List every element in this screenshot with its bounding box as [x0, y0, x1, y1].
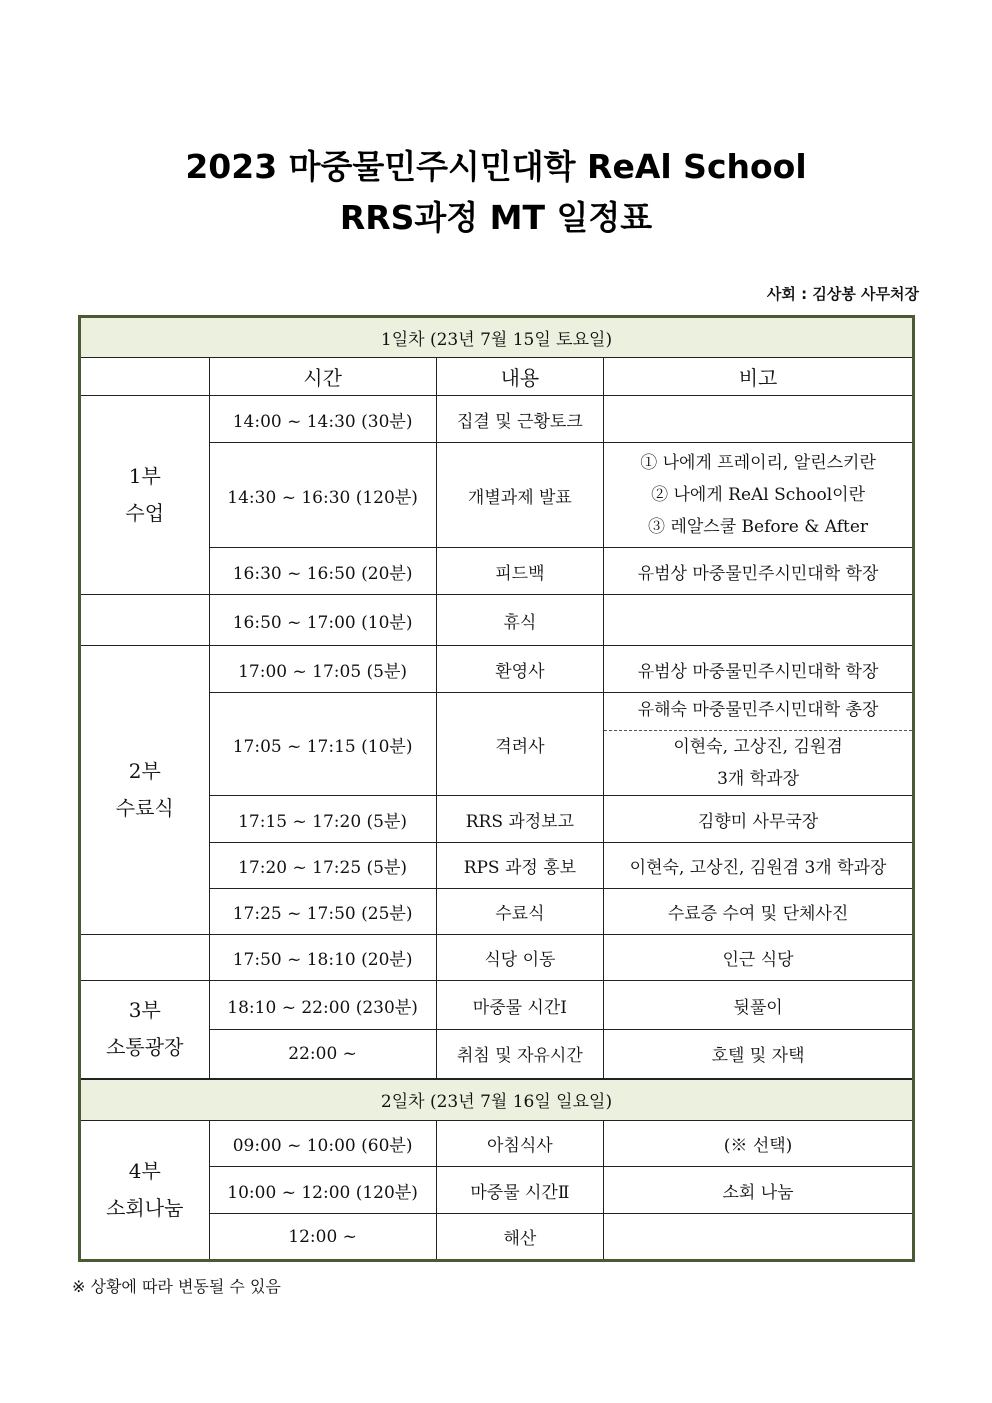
note-line: 이현숙, 고상진, 김원겸 — [673, 736, 843, 757]
row-content: 마중물 시간Ⅱ — [436, 1167, 603, 1214]
row-content: 마중물 시간Ⅰ — [436, 981, 603, 1030]
row-time: 16:50 ~ 17:00 (10분) — [209, 595, 436, 646]
header-content: 내용 — [436, 358, 603, 396]
part3-line2: 소통광장 — [106, 1035, 184, 1060]
row-content: 아침식사 — [436, 1121, 603, 1167]
row-content: 환영사 — [436, 646, 603, 693]
part3-label — [80, 981, 210, 1079]
header-note: 비고 — [604, 358, 914, 396]
day2-header-row — [80, 1079, 914, 1121]
row-note — [604, 693, 914, 796]
table-row — [80, 935, 914, 981]
row-note: 유범상 마중물민주시민대학 학장 — [604, 646, 914, 693]
row-time: 17:15 ~ 17:20 (5분) — [209, 796, 436, 843]
document-title-line2: RRS과정 MT 일정표 — [339, 198, 653, 237]
emcee-label: 사회 : 김상봉 사무처장 — [766, 285, 919, 303]
part1-line1: 1부 — [128, 464, 161, 488]
part3-line1: 3부 — [128, 998, 161, 1023]
row-note: 이현숙, 고상진, 김원겸 3개 학과장 — [604, 843, 914, 889]
row-time: 14:30 ~ 16:30 (120분) — [209, 443, 436, 548]
footnote: ※ 상황에 따라 변동될 수 있음 — [72, 1277, 281, 1296]
row-note — [604, 1214, 914, 1261]
header-time: 시간 — [209, 358, 436, 396]
row-note — [604, 595, 914, 646]
note-line: ② 나에게 ReAl School이란 — [651, 485, 865, 505]
part4-line1: 4부 — [128, 1159, 161, 1183]
row-time: 14:00 ~ 14:30 (30분) — [209, 396, 436, 443]
part1-label — [80, 396, 210, 595]
note-line: ① 나에게 프레이리, 알린스키란 — [640, 453, 876, 473]
table-row — [80, 595, 914, 646]
row-content: 휴식 — [436, 595, 603, 646]
row-content: RPS 과정 홍보 — [436, 843, 603, 889]
row-time: 17:20 ~ 17:25 (5분) — [209, 843, 436, 889]
table-row — [80, 981, 914, 1030]
row-note — [604, 443, 914, 548]
day1-header: 1일차 (23년 7월 15일 토요일) — [80, 317, 914, 358]
row-content: 개별과제 발표 — [436, 443, 603, 548]
document-title-line1: 2023 마중물민주시민대학 ReAl School — [185, 147, 807, 186]
table-row — [80, 646, 914, 693]
row-note: 김향미 사무국장 — [604, 796, 914, 843]
row-note: 인근 식당 — [604, 935, 914, 981]
part4-line2: 소회나눔 — [106, 1196, 184, 1220]
row-time: 17:05 ~ 17:15 (10분) — [209, 693, 436, 796]
part-empty — [80, 935, 210, 981]
row-content: RRS 과정보고 — [436, 796, 603, 843]
row-content: 식당 이동 — [436, 935, 603, 981]
row-content: 취침 및 자유시간 — [436, 1030, 603, 1079]
row-time: 17:25 ~ 17:50 (25분) — [209, 889, 436, 935]
row-time: 22:00 ~ — [209, 1030, 436, 1079]
note-line: 유해숙 마중물민주시민대학 총장 — [604, 694, 912, 731]
row-content: 격려사 — [436, 693, 603, 796]
part2-label — [80, 646, 210, 935]
row-time: 10:00 ~ 12:00 (120분) — [209, 1167, 436, 1214]
row-note: 뒷풀이 — [604, 981, 914, 1030]
column-header-row — [80, 358, 914, 396]
row-content: 해산 — [436, 1214, 603, 1261]
row-time: 18:10 ~ 22:00 (230분) — [209, 981, 436, 1030]
row-time: 16:30 ~ 16:50 (20분) — [209, 548, 436, 595]
note-line: ③ 레알스쿨 Before & After — [648, 517, 869, 537]
row-note: 유범상 마중물민주시민대학 학장 — [604, 548, 914, 595]
row-time: 09:00 ~ 10:00 (60분) — [209, 1121, 436, 1167]
row-note: (※ 선택) — [604, 1121, 914, 1167]
row-time: 17:00 ~ 17:05 (5분) — [209, 646, 436, 693]
schedule-table — [78, 315, 915, 1262]
table-row — [80, 1121, 914, 1167]
row-content: 피드백 — [436, 548, 603, 595]
note-line: 3개 학과장 — [717, 768, 799, 789]
part1-line2: 수업 — [125, 501, 165, 525]
row-time: 12:00 ~ — [209, 1214, 436, 1261]
row-note: 소회 나눔 — [604, 1167, 914, 1214]
day1-header-row — [80, 317, 914, 358]
row-note — [604, 396, 914, 443]
part2-line2: 수료식 — [115, 796, 174, 820]
table-row — [80, 396, 914, 443]
row-note: 호텔 및 자택 — [604, 1030, 914, 1079]
part2-line1: 2부 — [128, 759, 161, 783]
row-content: 집결 및 근황토크 — [436, 396, 603, 443]
day2-header: 2일차 (23년 7월 16일 일요일) — [80, 1079, 914, 1121]
header-part — [80, 358, 210, 396]
row-note: 수료증 수여 및 단체사진 — [604, 889, 914, 935]
row-content: 수료식 — [436, 889, 603, 935]
row-time: 17:50 ~ 18:10 (20분) — [209, 935, 436, 981]
part-empty — [80, 595, 210, 646]
part4-label — [80, 1121, 210, 1261]
